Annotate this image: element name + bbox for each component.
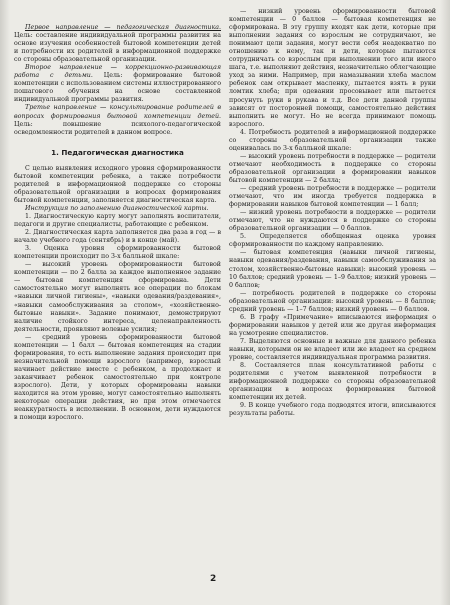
competence-scale-paragraph: — бытовая компетенция (навыки личной гигиены, навыки одевания/раздевания, навыки самообслуживания за столом, хозяйственно-бытовые навыки): высокий уровень — 10 баллов; средний уровень — 1–9 баллов; низкий уровень — 0 баллов; [229, 249, 436, 289]
instruction-2: 2. Диагностическая карта заполняется два раза в год — в начале учебного года (сентябрь) и в конце (май). [14, 229, 221, 245]
instruction-4: 4. Потребность родителей в информационной поддержке со стороны образовательной организации также оценивалась по 3-х балльной шкале: [229, 128, 436, 152]
instruction-8: 8. Составляется план консультативной работы с родителями с учетом выявленной потребности в информационной поддержке со стороны образовательной организации в вопросах формирования бытовой компетенции их детей. [229, 362, 436, 402]
direction-3-paragraph [14, 104, 221, 136]
instruction-7: 7. Выделяются основные и важные для данного ребенка навыки, которыми он не владеет или же владеет на среднем уровне, составляется индивидуальная программа развития. [229, 337, 436, 362]
section-heading: 1. Педагогическая диагностика [51, 147, 184, 157]
page-gutter-shadow-left [0, 0, 10, 605]
page-number: 2 [210, 574, 217, 584]
direction-2-text: Цель: формирование бытовой компетенции с использованием системы иллюстрированного пошагового обучения на основе составленной индивидуальной программы развития. [14, 72, 221, 104]
instructions-heading: Инструкция по заполнению диагностической карты. [25, 204, 209, 212]
need-low-paragraph: — низкий уровень потребности в поддержке — родители отмечают, что не нуждаются в поддержке со стороны образовательной организации — 0 баллов. [229, 209, 436, 233]
direction-2-lead: Второе направление — коррекционно-развивающая работа с детьми. [14, 64, 221, 80]
level-medium-paragraph: — средний уровень сформированности бытовой компетенции — 1 балл — бытовая компетенция на стадии формирования, то есть выполнение задания происходит при незначительной помощи взрослого (например, взрослый начинает действие вместе с ребенком, а продолжает и заканчивает ребенок самостоятельно при контроле взрослого). Дети, у которых сформированы навыки находится на этом уровне, могут самостоятельно выполнять некоторые операции действия, но при этом отмечается неаккуратность в исполнении. В основном, дети нуждаются в помощи взрослого. [14, 333, 221, 422]
need-high-paragraph: — высокий уровень потребности в поддержке — родители отмечают необходимость в поддержке со стороны образовательной организации в формировании навыков бытовой компетенции — 2 балла; [229, 152, 436, 184]
instruction-9: 9. В конце учебного года подводятся итоги, вписываются результаты работы. [229, 402, 436, 418]
diagnostics-intro-paragraph: С целью выявления исходного уровня сформированности бытовой компетенции ребенка, а также потребности родителей в информационной поддержке со стороны образовательной организации в вопросах формирования бытовой компетенции, заполняется диагностическая карта. [14, 164, 221, 204]
page-edge-shadow-right [440, 0, 450, 605]
direction-1-text: Цель: составление индивидуальной программы развития на основе изучения особенностей бытовой компетенции детей и потребности их родителей в информационной поддержке со стороны образовательной организации. [14, 32, 221, 64]
instruction-6: 6. В графу «Примечание» вписываются информация о формировании навыков у детей или же другая информация на усмотрение специалистов. [229, 313, 436, 337]
level-high-paragraph: — высокий уровень сформированности бытовой компетенции — по 2 балла за каждое выполненное задание — бытовая компетенция сформирована. Дети самостоятельно могут выполнять все операции по блокам «навыки личной гигиены», «навыки одевания/раздевания», «навыки самообслуживания за столом», «хозяйственно-бытовые навыки». Задание понимают, демонстрируют наличие стойкого интереса, целенаправленность деятельности, проявляют волевые усилия; [14, 261, 221, 333]
direction-3-text: Цель: повышение психолого-педагогической осведомленности родителей в данном вопросе. [14, 120, 221, 136]
right-column [229, 8, 436, 418]
direction-3-lead: Третье направление — консультирование родителей в вопросах формирования бытовой компетенции детей. [14, 104, 221, 120]
instruction-3: 3. Оценка уровня сформированности бытовой компетенции происходит по 3-х балльной шкале: [14, 245, 221, 261]
level-low-paragraph: — низкий уровень сформированности бытовой компетенции — 0 баллов — бытовая компетенция не сформирована. В эту группу входят как дети, которые при выполнении задания со взрослым не сотрудничают, не понимают цели задания, могут вести себя неадекватно по отношению к нему, так и дети, которые пытаются сотрудничать со взрослым при выполнении того или иного шага, т.е. выполняют действия, незначительно облегчающие уход за ними. Например, при намазывании хлеба маслом ребенок сам открывает масленку, пытается взять в руки ломтик хлеба; при одевании просовывает или пытается просунуть руки в рукава и т.д. Все дети данной группы зависят от посторонней помощи, самостоятельно действия выполнить не могут. Но не всегда принимают помощь взрослого. [229, 8, 436, 128]
parent-need-scale-paragraph: — потребность родителей в поддержке со стороны образовательной организации: высокий уровень — 8 баллов; средний уровень — 1–7 баллов; низкий уровень — 0 баллов. [229, 289, 436, 313]
direction-2-paragraph [14, 64, 221, 104]
left-column [14, 24, 221, 422]
instruction-1: 1. Диагностическую карту могут заполнять воспитатели, педагоги и другие специалисты, работающие с ребенком. [14, 212, 221, 229]
direction-1-lead: Первое направление — педагогическая диагностика. [25, 24, 221, 31]
direction-1-paragraph [14, 24, 221, 64]
need-medium-paragraph: — средний уровень потребности в поддержке — родители отмечают, что им иногда требуется поддержка в формировании навыков бытовой компетенции — 1 балл; [229, 185, 436, 209]
instruction-5: 5. Определяется обобщенная оценка уровня сформированности по каждому направлению. [229, 233, 436, 249]
